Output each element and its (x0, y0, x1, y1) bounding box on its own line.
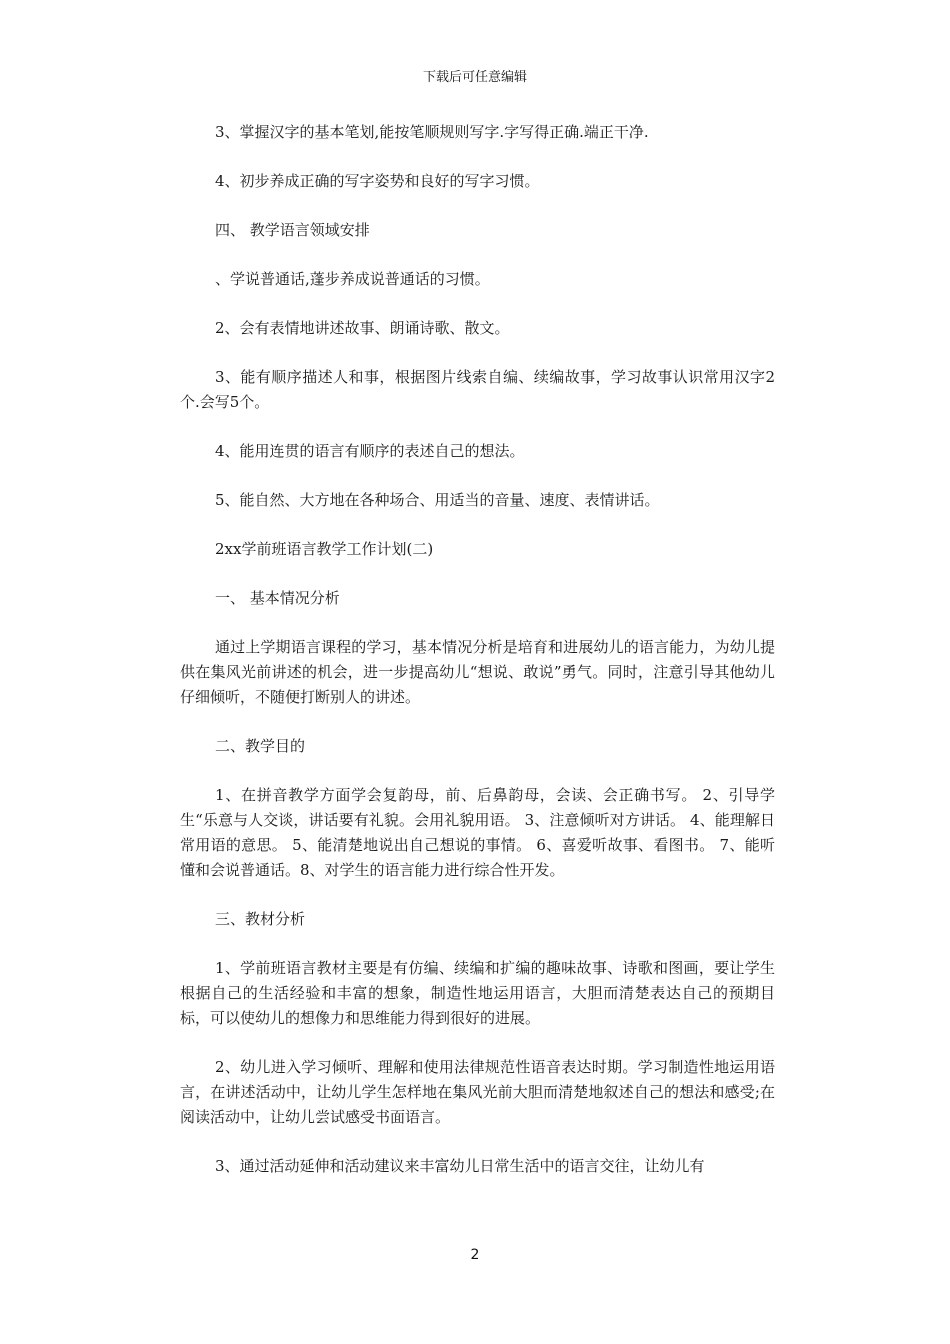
paragraph-material-2: 2、幼儿进入学习倾听、理解和使用法律规范性语音表达时期。学习制造性地运用语言，在讲述活动中，让幼儿学生怎样地在集风光前大胆而清楚地叙述自己的想法和感受;在阅读活动中，让幼儿尝试感受书面语言。 (180, 1058, 775, 1126)
paragraph-speak-naturally: 5、能自然、大方地在各种场合、用适当的音量、速度、表情讲话。 (215, 491, 660, 509)
paragraph-coherent-language: 4、能用连贯的语言有顺序的表述自己的想法。 (215, 442, 525, 460)
paragraph-material-1: 1、学前班语言教材主要是有仿编、续编和扩编的趣味故事、诗歌和图画，要让学生根据自己的生活经验和丰富的想象，制造性地运用语言，大胆而清楚表达自己的预期目标，可以使幼儿的想像力和思维能力得到很好的进展。 (180, 959, 775, 1027)
paragraph-writing-strokes: 3、掌握汉字的基本笔划,能按笔顺规则写字.字写得正确.端正干净. (215, 123, 649, 141)
plan-title: 2xx学前班语言教学工作计划(二) (215, 540, 434, 558)
section-heading-basic-analysis: 一、 基本情况分析 (215, 589, 340, 607)
paragraph-material-3: 3、通过活动延伸和活动建议来丰富幼儿日常生活中的语言交往，让幼儿有 (215, 1157, 705, 1175)
document-body (180, 120, 775, 1179)
section-heading-teaching-goals: 二、教学目的 (215, 737, 306, 755)
paragraph-storytelling: 2、会有表情地讲述故事、朗诵诗歌、散文。 (215, 319, 510, 337)
section-heading-material-analysis: 三、教材分析 (215, 910, 306, 928)
paragraph-mandarin: 、学说普通话,蓬步养成说普通话的习惯。 (215, 270, 490, 288)
paragraph-describe-people: 3、能有顺序描述人和事，根据图片线索自编、续编故事，学习故事认识常用汉字2个.会写5个。 (180, 368, 775, 411)
page-header: 下载后可任意编辑 (422, 70, 527, 85)
section-heading-language-arrangement: 四、 教学语言领域安排 (215, 221, 370, 239)
paragraph-basic-analysis: 通过上学期语言课程的学习，基本情况分析是培育和进展幼儿的语言能力，为幼儿提供在集风光前讲述的机会，进一步提高幼儿“想说、敢说”勇气。同时，注意引导其他幼儿仔细倾听，不随便打断别人的讲述。 (180, 638, 775, 706)
page-number: 2 (470, 1247, 480, 1263)
paragraph-writing-posture: 4、初步养成正确的写字姿势和良好的写字习惯。 (215, 172, 540, 190)
paragraph-teaching-goals: 1、在拼音教学方面学会复韵母，前、后鼻韵母，会读、会正确书写。 2、引导学生“乐意与人交谈，讲话要有礼貌。会用礼貌用语。 3、注意倾听对方讲话。 4、能理解日常用语的意思。 5、能清楚地说出自己想说的事情。 6、喜爱听故事、看图书。 7、能听懂和会说普通话。8、对学生的语言能力进行综合性开发。 (180, 786, 775, 879)
